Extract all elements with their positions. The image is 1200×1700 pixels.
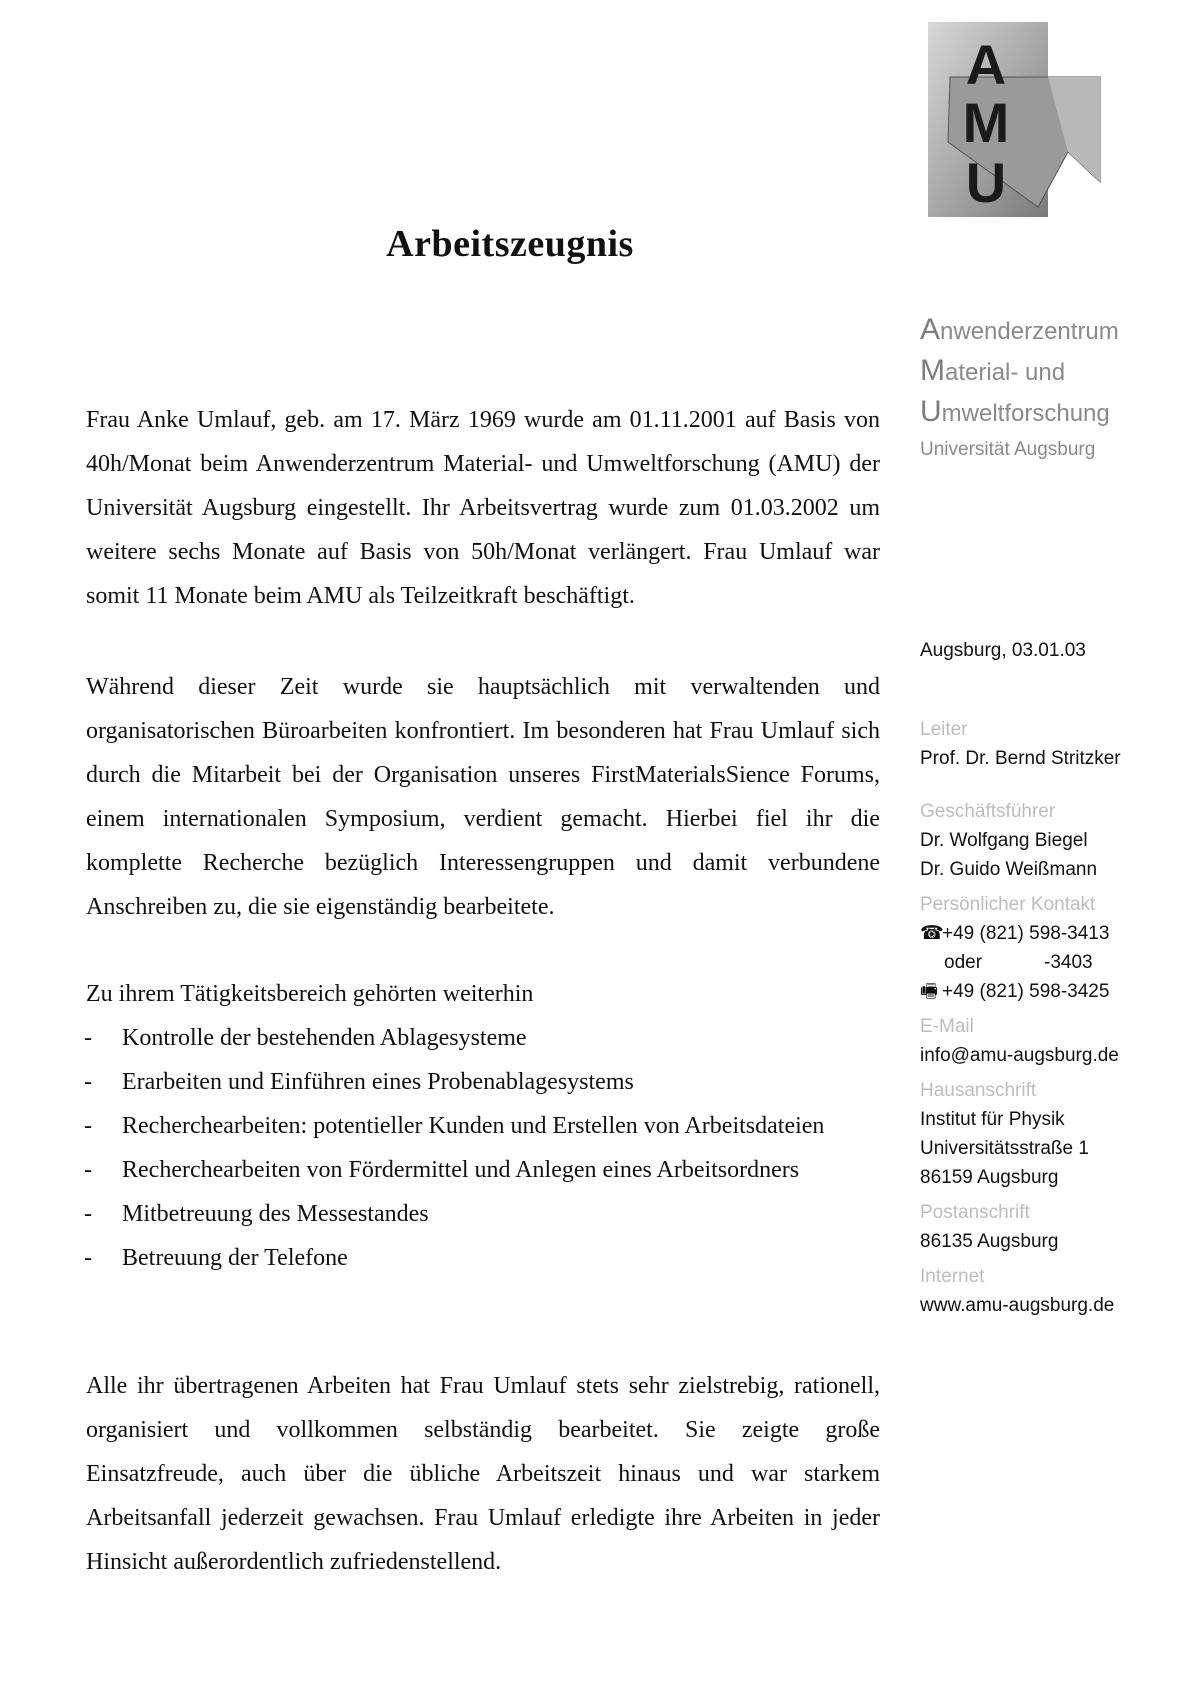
list-item	[86, 1236, 880, 1280]
gf-group	[920, 797, 1190, 884]
org-line-3-cap: U	[920, 395, 942, 428]
haus-line-2: Universitätsstraße 1	[920, 1138, 1089, 1159]
haus-line-3: 86159 Augsburg	[920, 1167, 1059, 1188]
phone-alt: -3403	[1044, 952, 1093, 973]
oder-text: oder	[944, 952, 983, 973]
post-address: 86135 Augsburg	[920, 1231, 1059, 1252]
contact-block	[920, 715, 1190, 1320]
task-list	[86, 1016, 880, 1280]
haus-label: Hausanschrift	[920, 1080, 1037, 1101]
bullet: -	[84, 1245, 92, 1271]
gf-name-1: Dr. Wolfgang Biegel	[920, 830, 1088, 851]
bullet: -	[84, 1201, 92, 1227]
fax-line	[920, 977, 1190, 1006]
bullet: -	[84, 1113, 92, 1139]
list-item	[86, 1148, 880, 1192]
leiter-group	[920, 715, 1190, 773]
web-address[interactable]: www.amu-augsburg.de	[920, 1295, 1115, 1316]
org-line-3-rest: mweltforschung	[941, 400, 1110, 427]
paragraph-employment	[86, 398, 880, 618]
organization-block	[920, 310, 1190, 465]
haus-line-1: Institut für Physik	[920, 1109, 1065, 1130]
leiter-name: Prof. Dr. Bernd Stritzker	[920, 748, 1121, 769]
org-university: Universität Augsburg	[920, 439, 1096, 460]
kontakt-label: Persönlicher Kontakt	[920, 894, 1096, 915]
list-item-text: Mitbetreuung des Messestandes	[122, 1201, 429, 1227]
bullet: -	[84, 1157, 92, 1183]
list-item	[86, 1060, 880, 1104]
list-item-text: Betreuung der Telefone	[122, 1245, 348, 1271]
paragraph-text: Während dieser Zeit wurde sie hauptsächlich mit verwaltenden und organisatorischen Büroarbeiten konfrontiert. Im besonderen hat Frau Umlauf sich durch die Mitarbeit bei der Organisation unseres FirstMaterialsSience Forums, einem internationalen Symposium, verdient gemacht. Hierbei fiel ihr die komplette Recherche bezüglich Interessengruppen und damit verbundene Anschreiben zu, die sie eigenständig bearbeitete.	[86, 674, 880, 920]
postanschrift-group	[920, 1198, 1190, 1256]
task-intro: Zu ihrem Tätigkeitsbereich gehörten weiterhin	[86, 981, 534, 1007]
phone-alt-line	[920, 948, 1190, 977]
gf-label: Geschäftsführer	[920, 801, 1056, 822]
org-line-2-rest: aterial- und	[945, 359, 1066, 386]
org-line-2	[920, 351, 1190, 392]
bullet: -	[84, 1025, 92, 1051]
paragraph-text: Alle ihr übertragenen Arbeiten hat Frau Umlauf stets sehr zielstrebig, rationell, organisiert und vollkommen selbständig bearbeitet. Sie zeigte große Einsatzfreude, auch über die übliche Arbeitszeit hinaus und war starkem Arbeitsanfall jederzeit gewachsen. Frau Umlauf erledigte ihre Arbeiten in jeder Hinsicht außerordentlich zufriedenstellend.	[86, 1373, 880, 1575]
bullet: -	[84, 1069, 92, 1095]
web-label: Internet	[920, 1266, 985, 1287]
phone-number: +49 (821) 598-3413	[942, 923, 1110, 944]
internet-group	[920, 1262, 1190, 1320]
task-section	[86, 972, 880, 1280]
gf-name-2: Dr. Guido Weißmann	[920, 859, 1098, 880]
leiter-label: Leiter	[920, 719, 968, 740]
list-item	[86, 1016, 880, 1060]
hausanschrift-group	[920, 1076, 1190, 1192]
post-label: Postanschrift	[920, 1202, 1030, 1223]
org-line-1-cap: A	[920, 313, 941, 346]
paragraph-duties	[86, 665, 880, 929]
paragraph-assessment	[86, 1364, 880, 1584]
org-line-1-rest: nwenderzentrum	[940, 318, 1119, 345]
fax-icon: 🖷	[920, 981, 938, 1002]
org-line-3	[920, 392, 1190, 433]
kontakt-group	[920, 890, 1190, 1006]
email-address[interactable]: info@amu-augsburg.de	[920, 1045, 1119, 1066]
list-item-text: Recherchearbeiten: potentieller Kunden und Erstellen von Arbeitsdateien	[122, 1113, 825, 1139]
fax-number: +49 (821) 598-3425	[942, 981, 1110, 1002]
list-item	[86, 1192, 880, 1236]
list-item-text: Recherchearbeiten von Fördermittel und Anlegen eines Arbeitsordners	[122, 1157, 800, 1183]
amu-logo	[928, 22, 1106, 217]
email-label: E-Mail	[920, 1016, 974, 1037]
logo-letter-m: M	[962, 91, 1010, 154]
list-item-text: Erarbeiten und Einführen eines Probenablagesystems	[122, 1069, 634, 1095]
logo-letter-a: A	[965, 33, 1007, 96]
org-line-2-cap: M	[920, 354, 945, 387]
org-line-1	[920, 310, 1190, 351]
document-title: Arbeitszeugnis	[386, 223, 634, 265]
document-date: Augsburg, 03.01.03	[920, 640, 1086, 661]
list-item	[86, 1104, 880, 1148]
paragraph-text: Frau Anke Umlauf, geb. am 17. März 1969 wurde am 01.11.2001 auf Basis von 40h/Monat beim Anwenderzentrum Material- und Umweltforschung (AMU) der Universität Augsburg eingestellt. Ihr Arbeitsvertrag wurde zum 01.03.2002 um weitere sechs Monate auf Basis von 50h/Monat verlängert. Frau Umlauf war somit 11 Monate beim AMU als Teilzeitkraft beschäftigt.	[86, 407, 880, 609]
list-item-text: Kontrolle der bestehenden Ablagesysteme	[122, 1025, 527, 1051]
phone-line	[920, 919, 1190, 948]
logo-letter-u: U	[965, 151, 1007, 214]
phone-icon: ☎	[920, 923, 944, 944]
email-group	[920, 1012, 1190, 1070]
